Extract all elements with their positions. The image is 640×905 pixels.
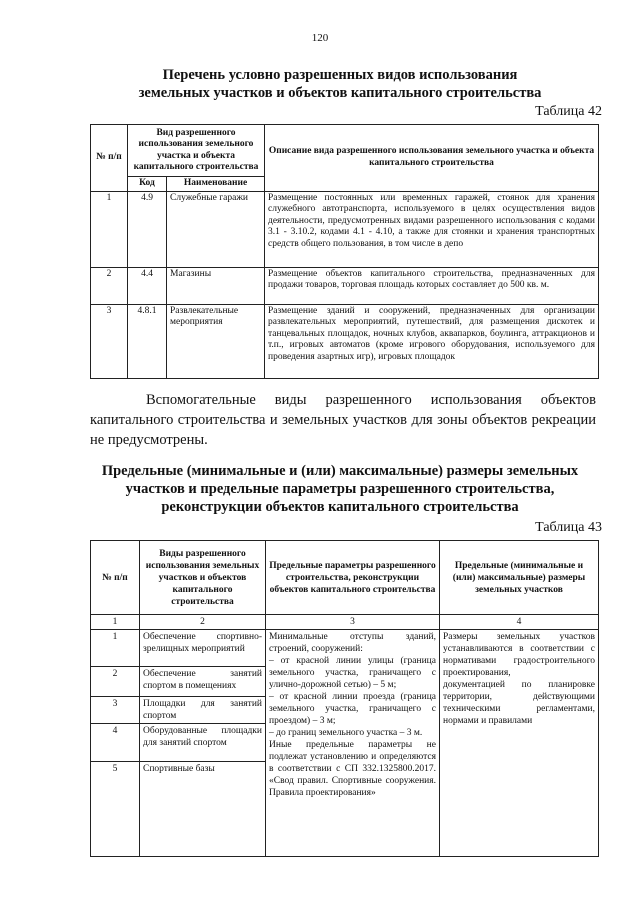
col-number: 3 bbox=[266, 615, 440, 630]
build-params-cell bbox=[266, 630, 440, 857]
row-use-type: Спортивные базы bbox=[140, 762, 266, 857]
col-number: 4 bbox=[440, 615, 599, 630]
col-number: 1 bbox=[91, 615, 140, 630]
params-item: – от красной линии проезда (граница земельного участка, граничащего с проездом) – 3 м; bbox=[269, 692, 436, 726]
row-num: 2 bbox=[91, 267, 128, 304]
row-num: 4 bbox=[91, 724, 140, 762]
row-code: 4.8.1 bbox=[128, 304, 167, 378]
sizes-text: документацией по планировке территории, действующими техническими регламентами, нормами и правилами bbox=[443, 680, 595, 726]
heading-conditional-uses bbox=[70, 66, 610, 102]
row-use-type: Площадки для занятий спортом bbox=[140, 697, 266, 724]
table-43 bbox=[90, 540, 599, 857]
col-header-build-params: Предельные параметры разрешенного строительства, реконструкции объектов капитального строительства bbox=[266, 541, 440, 615]
params-item: – от красной линии улицы (граница земельного участка, граничащего с улично-дорожной сетью) – 5 м; bbox=[269, 656, 436, 690]
row-description: Размещение зданий и сооружений, предназначенных для организации развлекательных мероприятий, путешествий, для размещения дискотек и танцевальных площадок, ночных клубов, аквапарков, боулинга, аттракционов и т.п., игровых автоматов (кроме игрового оборудования, используемого для проведения азартных игр), игровых площадок bbox=[265, 304, 599, 378]
table-42-label: Таблица 42 bbox=[535, 104, 602, 119]
row-use-type: Оборудованные площадки для занятий спортом bbox=[140, 724, 266, 762]
heading-line: земельных участков и объектов капитального строительства bbox=[138, 85, 542, 101]
col-header-description: Описание вида разрешенного использования земельного участка и объекта капитального строительства bbox=[265, 125, 599, 192]
col-number: 2 bbox=[140, 615, 266, 630]
row-num: 2 bbox=[91, 667, 140, 697]
row-name: Развлекательные мероприятия bbox=[167, 304, 265, 378]
row-num: 1 bbox=[91, 191, 128, 267]
col-header-use-type: Вид разрешенного использования земельного участка и объекта капитального строительства bbox=[128, 125, 265, 177]
row-num: 1 bbox=[91, 630, 140, 667]
row-use-type: Обеспечение спортивно-зрелищных мероприятий bbox=[140, 630, 266, 667]
heading-limit-parameters bbox=[70, 462, 610, 516]
params-intro: Минимальные отступы зданий, строений, сооружений: bbox=[269, 632, 436, 654]
heading-line: участков и предельные параметры разрешенного строительства, bbox=[125, 481, 555, 497]
row-description: Размещение постоянных или временных гаражей, стоянок для хранения служебного автотранспорта, используемого в целях осуществления видов деятельности, предусмотренных видами разрешенного использования с кодами 3.1 - 3.10.2, кодами 4.1 - 4.10, а также для стоянки и хранения транспортных средств общего пользования, в том числе в депо bbox=[265, 191, 599, 267]
sizes-text: Размеры земельных участков устанавливаются в соответствии с нормативами градостроительного проектирования, bbox=[443, 632, 595, 678]
row-use-type: Обеспечение занятий спортом в помещениях bbox=[140, 667, 266, 697]
row-code: 4.4 bbox=[128, 267, 167, 304]
params-item: – до границ земельного участка – 3 м. bbox=[269, 728, 423, 738]
row-num: 5 bbox=[91, 762, 140, 857]
row-name: Магазины bbox=[167, 267, 265, 304]
col-header-use-types: Виды разрешенного использования земельных участков и объектов капитального строительства bbox=[140, 541, 266, 615]
table-row bbox=[91, 191, 599, 267]
row-code: 4.9 bbox=[128, 191, 167, 267]
row-num: 3 bbox=[91, 304, 128, 378]
auxiliary-uses-paragraph: Вспомогательные виды разрешенного использования объектов капитального строительства и земельных участков для зоны объектов рекреации не предусмотрены. bbox=[90, 392, 596, 448]
row-name: Служебные гаражи bbox=[167, 191, 265, 267]
table-42 bbox=[90, 124, 599, 379]
params-other: Иные предельные параметры не подлежат установлению и определяются в соответствии с СП 332.1325800.2017. «Свод правил. Спортивные сооружения. Правила проектирования» bbox=[269, 740, 436, 798]
heading-line: Перечень условно разрешенных видов использования bbox=[162, 67, 518, 83]
page-number: 120 bbox=[311, 32, 329, 44]
table-row bbox=[91, 304, 599, 378]
heading-line: Предельные (минимальные и (или) максимальные) размеры земельных bbox=[101, 463, 579, 479]
row-description: Размещение объектов капитального строительства, предназначенных для продажи товаров, торговая площадь которых составляет до 500 кв. м. bbox=[265, 267, 599, 304]
col-header-num: № п/п bbox=[91, 125, 128, 192]
col-header-code: Код bbox=[128, 177, 167, 192]
table-43-label: Таблица 43 bbox=[535, 520, 602, 535]
col-header-num: № п/п bbox=[91, 541, 140, 615]
col-header-name: Наименование bbox=[167, 177, 265, 192]
heading-line: реконструкции объектов капитального строительства bbox=[161, 499, 519, 515]
table-row bbox=[91, 630, 599, 667]
plot-sizes-cell bbox=[440, 630, 599, 857]
row-num: 3 bbox=[91, 697, 140, 724]
table-row bbox=[91, 267, 599, 304]
col-header-plot-sizes: Предельные (минимальные и (или) максимальные) размеры земельных участков bbox=[440, 541, 599, 615]
